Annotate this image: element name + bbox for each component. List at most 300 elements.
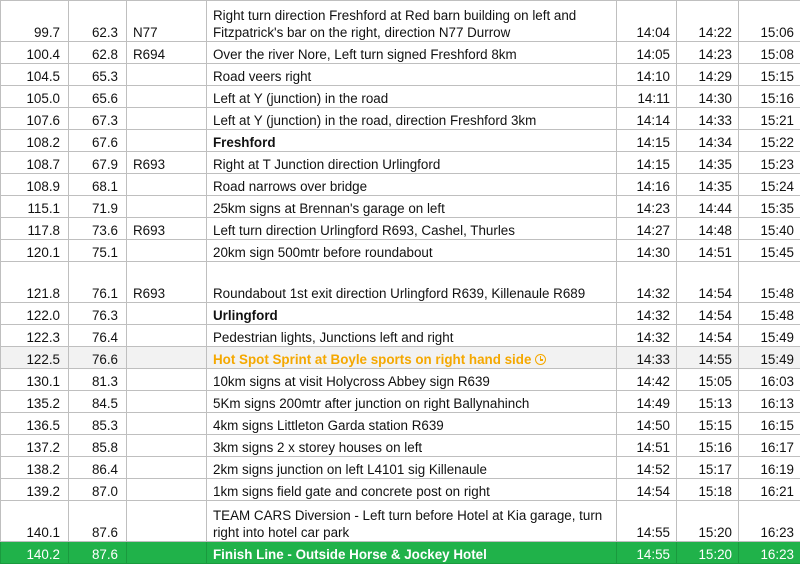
time-fast-cell bbox=[617, 130, 677, 152]
time-slow-text: 15:06 bbox=[760, 25, 794, 40]
direction-description-text: Right at T Junction direction Urlingford bbox=[213, 157, 441, 172]
direction-description-cell bbox=[207, 391, 617, 413]
road-number-cell bbox=[127, 42, 207, 64]
distance-km-text: 108.2 bbox=[26, 135, 60, 150]
distance-miles-cell bbox=[69, 108, 127, 130]
distance-miles-cell bbox=[69, 369, 127, 391]
direction-description-text: Right turn direction Freshford at Red barn building on left and Fitzpatrick's bar on the right, direction N77 Durrow bbox=[213, 8, 577, 40]
distance-miles-cell bbox=[69, 218, 127, 240]
distance-km-cell bbox=[1, 174, 69, 196]
distance-km-text: 100.4 bbox=[26, 47, 60, 62]
distance-miles-text: 85.8 bbox=[91, 440, 118, 455]
time-fast-text: 14:16 bbox=[636, 179, 670, 194]
road-number-cell bbox=[127, 262, 207, 303]
table-row bbox=[1, 325, 800, 347]
time-medium-cell bbox=[677, 262, 739, 303]
time-slow-text: 15:22 bbox=[760, 135, 794, 150]
distance-miles-text: 86.4 bbox=[91, 462, 118, 477]
distance-miles-cell bbox=[69, 130, 127, 152]
distance-miles-text: 67.3 bbox=[91, 113, 118, 128]
time-slow-cell bbox=[739, 42, 800, 64]
time-medium-cell bbox=[677, 347, 739, 369]
time-medium-cell bbox=[677, 196, 739, 218]
table-row bbox=[1, 42, 800, 64]
time-fast-cell bbox=[617, 196, 677, 218]
direction-description-cell bbox=[207, 369, 617, 391]
time-slow-cell bbox=[739, 479, 800, 501]
time-medium-cell bbox=[677, 174, 739, 196]
time-medium-text: 15:13 bbox=[698, 396, 732, 411]
time-slow-text: 16:13 bbox=[760, 396, 794, 411]
road-number-cell bbox=[127, 325, 207, 347]
distance-km-cell bbox=[1, 413, 69, 435]
time-slow-text: 15:49 bbox=[760, 330, 794, 345]
distance-km-cell bbox=[1, 152, 69, 174]
time-slow-text: 15:08 bbox=[760, 47, 794, 62]
distance-miles-text: 81.3 bbox=[91, 374, 118, 389]
distance-miles-text: 71.9 bbox=[91, 201, 118, 216]
road-number-text: R694 bbox=[133, 47, 166, 62]
time-fast-text: 14:23 bbox=[636, 201, 670, 216]
road-number-cell bbox=[127, 435, 207, 457]
road-number-cell bbox=[127, 501, 207, 542]
direction-description-cell bbox=[207, 218, 617, 240]
time-fast-cell bbox=[617, 542, 677, 564]
time-medium-cell bbox=[677, 152, 739, 174]
time-slow-cell bbox=[739, 196, 800, 218]
time-slow-text: 15:45 bbox=[760, 245, 794, 260]
time-medium-text: 14:33 bbox=[698, 113, 732, 128]
time-medium-text: 14:34 bbox=[698, 135, 732, 150]
time-slow-cell bbox=[739, 347, 800, 369]
direction-description-cell bbox=[207, 325, 617, 347]
time-fast-text: 14:10 bbox=[636, 69, 670, 84]
distance-km-cell bbox=[1, 86, 69, 108]
road-number-text: N77 bbox=[133, 25, 158, 40]
time-medium-text: 14:35 bbox=[698, 157, 732, 172]
time-medium-text: 14:23 bbox=[698, 47, 732, 62]
time-slow-text: 15:15 bbox=[760, 69, 794, 84]
distance-miles-text: 62.8 bbox=[91, 47, 118, 62]
time-slow-cell bbox=[739, 262, 800, 303]
distance-km-cell bbox=[1, 1, 69, 42]
time-slow-cell bbox=[739, 542, 800, 564]
distance-km-text: 107.6 bbox=[26, 113, 60, 128]
direction-description-cell bbox=[207, 303, 617, 325]
time-slow-cell bbox=[739, 108, 800, 130]
distance-km-text: 120.1 bbox=[26, 245, 60, 260]
distance-km-text: 122.5 bbox=[26, 352, 60, 367]
direction-description-text: Over the river Nore, Left turn signed Freshford 8km bbox=[213, 47, 517, 62]
distance-km-cell bbox=[1, 347, 69, 369]
time-fast-text: 14:27 bbox=[636, 223, 670, 238]
distance-km-text: 138.2 bbox=[26, 462, 60, 477]
direction-description-cell bbox=[207, 86, 617, 108]
direction-description-cell bbox=[207, 262, 617, 303]
road-number-cell bbox=[127, 1, 207, 42]
time-medium-cell bbox=[677, 457, 739, 479]
time-medium-cell bbox=[677, 413, 739, 435]
time-slow-text: 15:24 bbox=[760, 179, 794, 194]
distance-miles-text: 76.3 bbox=[91, 308, 118, 323]
time-slow-cell bbox=[739, 1, 800, 42]
time-medium-text: 14:54 bbox=[698, 330, 732, 345]
table-row bbox=[1, 1, 800, 42]
time-fast-text: 14:11 bbox=[637, 91, 670, 106]
distance-miles-cell bbox=[69, 174, 127, 196]
distance-miles-cell bbox=[69, 196, 127, 218]
distance-miles-cell bbox=[69, 347, 127, 369]
time-slow-text: 15:21 bbox=[760, 113, 794, 128]
time-slow-text: 16:15 bbox=[760, 418, 794, 433]
time-medium-cell bbox=[677, 1, 739, 42]
direction-description-text: 2km signs junction on left L4101 sig Killenaule bbox=[213, 462, 487, 477]
distance-miles-cell bbox=[69, 413, 127, 435]
table-row bbox=[1, 240, 800, 262]
time-fast-cell bbox=[617, 479, 677, 501]
distance-miles-text: 73.6 bbox=[91, 223, 118, 238]
time-medium-text: 15:15 bbox=[698, 418, 732, 433]
distance-miles-text: 76.4 bbox=[91, 330, 118, 345]
distance-km-text: 104.5 bbox=[26, 69, 60, 84]
table-row bbox=[1, 108, 800, 130]
time-fast-cell bbox=[617, 501, 677, 542]
distance-miles-cell bbox=[69, 435, 127, 457]
road-number-cell bbox=[127, 240, 207, 262]
distance-miles-text: 87.6 bbox=[91, 547, 118, 562]
time-slow-text: 16:19 bbox=[760, 462, 794, 477]
direction-description-cell bbox=[207, 1, 617, 42]
time-medium-text: 14:51 bbox=[698, 245, 732, 260]
time-medium-cell bbox=[677, 303, 739, 325]
time-fast-text: 14:42 bbox=[636, 374, 670, 389]
distance-km-text: 117.8 bbox=[27, 223, 60, 238]
direction-description-text: 3km signs 2 x storey houses on left bbox=[213, 440, 423, 455]
direction-description-text: Roundabout 1st exit direction Urlingford R639, Killenaule R689 bbox=[213, 286, 586, 301]
time-slow-text: 16:23 bbox=[760, 547, 794, 562]
direction-description-text: 1km signs field gate and concrete post on right bbox=[213, 484, 490, 499]
road-number-cell bbox=[127, 130, 207, 152]
time-medium-text: 14:30 bbox=[698, 91, 732, 106]
direction-description-cell bbox=[207, 130, 617, 152]
time-fast-cell bbox=[617, 42, 677, 64]
road-number-cell bbox=[127, 64, 207, 86]
time-medium-text: 15:17 bbox=[698, 462, 732, 477]
time-slow-text: 15:40 bbox=[760, 223, 794, 238]
time-slow-cell bbox=[739, 218, 800, 240]
time-medium-text: 15:20 bbox=[698, 547, 732, 562]
distance-km-text: 137.2 bbox=[26, 440, 60, 455]
time-slow-text: 16:03 bbox=[760, 374, 794, 389]
time-medium-cell bbox=[677, 542, 739, 564]
table-row bbox=[1, 130, 800, 152]
distance-miles-text: 84.5 bbox=[91, 396, 118, 411]
road-number-cell bbox=[127, 391, 207, 413]
hotspot-row bbox=[1, 347, 800, 369]
distance-miles-cell bbox=[69, 262, 127, 303]
time-medium-text: 14:54 bbox=[698, 286, 732, 301]
direction-description-text: Hot Spot Sprint at Boyle sports on right hand side bbox=[213, 352, 532, 367]
time-medium-text: 15:20 bbox=[698, 525, 732, 540]
distance-km-text: 140.1 bbox=[26, 525, 60, 540]
table-row bbox=[1, 64, 800, 86]
time-medium-cell bbox=[677, 479, 739, 501]
time-fast-text: 14:50 bbox=[636, 418, 670, 433]
table-row bbox=[1, 435, 800, 457]
direction-description-text: Road veers right bbox=[213, 69, 312, 84]
direction-description-cell bbox=[207, 501, 617, 542]
time-fast-text: 14:30 bbox=[636, 245, 670, 260]
direction-description-text: 25km signs at Brennan's garage on left bbox=[213, 201, 445, 216]
time-fast-cell bbox=[617, 303, 677, 325]
time-medium-text: 14:35 bbox=[698, 179, 732, 194]
time-fast-cell bbox=[617, 218, 677, 240]
distance-km-cell bbox=[1, 196, 69, 218]
distance-km-text: 139.2 bbox=[26, 484, 60, 499]
time-medium-cell bbox=[677, 325, 739, 347]
distance-km-text: 99.7 bbox=[33, 25, 60, 40]
table-row bbox=[1, 303, 800, 325]
time-fast-text: 14:32 bbox=[636, 308, 670, 323]
distance-km-text: 121.8 bbox=[26, 286, 60, 301]
table-row bbox=[1, 457, 800, 479]
distance-miles-cell bbox=[69, 457, 127, 479]
distance-km-cell bbox=[1, 435, 69, 457]
distance-miles-cell bbox=[69, 325, 127, 347]
table-row bbox=[1, 501, 800, 542]
table-row bbox=[1, 174, 800, 196]
distance-miles-text: 67.9 bbox=[91, 157, 118, 172]
distance-km-text: 140.2 bbox=[26, 547, 60, 562]
road-number-cell bbox=[127, 196, 207, 218]
time-slow-text: 16:23 bbox=[760, 525, 794, 540]
distance-km-cell bbox=[1, 391, 69, 413]
time-fast-cell bbox=[617, 347, 677, 369]
time-slow-cell bbox=[739, 369, 800, 391]
distance-miles-cell bbox=[69, 152, 127, 174]
distance-miles-cell bbox=[69, 86, 127, 108]
time-slow-text: 16:21 bbox=[760, 484, 794, 499]
time-medium-text: 15:16 bbox=[698, 440, 732, 455]
time-medium-text: 14:22 bbox=[698, 25, 732, 40]
distance-km-cell bbox=[1, 42, 69, 64]
road-number-cell bbox=[127, 108, 207, 130]
distance-miles-text: 65.3 bbox=[91, 69, 118, 84]
table-row bbox=[1, 218, 800, 240]
road-number-cell bbox=[127, 542, 207, 564]
road-number-cell bbox=[127, 413, 207, 435]
distance-km-cell bbox=[1, 501, 69, 542]
time-slow-cell bbox=[739, 435, 800, 457]
time-slow-cell bbox=[739, 501, 800, 542]
time-slow-cell bbox=[739, 303, 800, 325]
finish-row bbox=[1, 542, 800, 564]
distance-km-cell bbox=[1, 479, 69, 501]
time-medium-cell bbox=[677, 42, 739, 64]
direction-description-text: TEAM CARS Diversion - Left turn before Hotel at Kia garage, turn right into hotel car park bbox=[213, 508, 603, 540]
table-row bbox=[1, 86, 800, 108]
time-medium-cell bbox=[677, 108, 739, 130]
time-fast-cell bbox=[617, 413, 677, 435]
time-slow-text: 15:49 bbox=[760, 352, 794, 367]
time-fast-text: 14:05 bbox=[636, 47, 670, 62]
time-medium-text: 14:29 bbox=[698, 69, 732, 84]
direction-description-cell bbox=[207, 108, 617, 130]
distance-miles-text: 62.3 bbox=[91, 25, 118, 40]
time-medium-text: 14:48 bbox=[698, 223, 732, 238]
direction-description-cell bbox=[207, 64, 617, 86]
road-number-text: R693 bbox=[133, 157, 166, 172]
distance-miles-cell bbox=[69, 42, 127, 64]
distance-km-cell bbox=[1, 303, 69, 325]
table-row bbox=[1, 152, 800, 174]
time-fast-cell bbox=[617, 391, 677, 413]
time-slow-cell bbox=[739, 64, 800, 86]
distance-km-cell bbox=[1, 218, 69, 240]
distance-km-text: 122.3 bbox=[26, 330, 60, 345]
distance-miles-cell bbox=[69, 64, 127, 86]
time-fast-cell bbox=[617, 64, 677, 86]
time-slow-text: 15:48 bbox=[760, 308, 794, 323]
direction-description-cell bbox=[207, 240, 617, 262]
time-medium-cell bbox=[677, 240, 739, 262]
distance-km-cell bbox=[1, 369, 69, 391]
time-medium-text: 14:44 bbox=[698, 201, 732, 216]
distance-miles-text: 87.6 bbox=[91, 525, 118, 540]
distance-miles-cell bbox=[69, 479, 127, 501]
distance-miles-text: 85.3 bbox=[91, 418, 118, 433]
time-fast-text: 14:15 bbox=[636, 135, 670, 150]
time-fast-cell bbox=[617, 457, 677, 479]
direction-description-text: Urlingford bbox=[213, 308, 278, 323]
table-row bbox=[1, 391, 800, 413]
direction-description-text: 5Km signs 200mtr after junction on right Ballynahinch bbox=[213, 396, 530, 411]
time-medium-cell bbox=[677, 86, 739, 108]
direction-description-cell bbox=[207, 435, 617, 457]
time-fast-text: 14:15 bbox=[636, 157, 670, 172]
direction-description-text: 20km sign 500mtr before roundabout bbox=[213, 245, 433, 260]
distance-miles-text: 76.6 bbox=[91, 352, 118, 367]
time-medium-cell bbox=[677, 130, 739, 152]
time-slow-cell bbox=[739, 391, 800, 413]
time-slow-cell bbox=[739, 325, 800, 347]
time-fast-cell bbox=[617, 108, 677, 130]
time-fast-text: 14:52 bbox=[636, 462, 670, 477]
direction-description-text: Left at Y (junction) in the road, direction Freshford 3km bbox=[213, 113, 537, 128]
route-table-body bbox=[1, 1, 800, 564]
distance-km-cell bbox=[1, 325, 69, 347]
distance-km-cell bbox=[1, 130, 69, 152]
time-slow-cell bbox=[739, 457, 800, 479]
road-number-cell bbox=[127, 347, 207, 369]
direction-description-cell bbox=[207, 413, 617, 435]
distance-miles-cell bbox=[69, 1, 127, 42]
time-fast-cell bbox=[617, 240, 677, 262]
time-fast-cell bbox=[617, 1, 677, 42]
table-row bbox=[1, 479, 800, 501]
direction-description-text: Left turn direction Urlingford R693, Cashel, Thurles bbox=[213, 223, 515, 238]
time-slow-cell bbox=[739, 413, 800, 435]
time-medium-text: 15:05 bbox=[698, 374, 732, 389]
table-row bbox=[1, 413, 800, 435]
distance-miles-text: 75.1 bbox=[91, 245, 118, 260]
time-medium-cell bbox=[677, 435, 739, 457]
distance-km-cell bbox=[1, 64, 69, 86]
direction-description-cell bbox=[207, 174, 617, 196]
distance-km-text: 136.5 bbox=[26, 418, 60, 433]
time-medium-cell bbox=[677, 501, 739, 542]
road-number-cell bbox=[127, 369, 207, 391]
distance-km-cell bbox=[1, 262, 69, 303]
clock-icon bbox=[535, 354, 546, 365]
distance-km-cell bbox=[1, 240, 69, 262]
time-slow-cell bbox=[739, 174, 800, 196]
time-fast-text: 14:54 bbox=[636, 484, 670, 499]
distance-km-cell bbox=[1, 457, 69, 479]
time-slow-text: 16:17 bbox=[760, 440, 794, 455]
distance-km-cell bbox=[1, 542, 69, 564]
road-number-cell bbox=[127, 86, 207, 108]
distance-km-text: 115.1 bbox=[27, 201, 60, 216]
road-number-text: R693 bbox=[133, 286, 166, 301]
direction-description-cell bbox=[207, 42, 617, 64]
time-medium-cell bbox=[677, 369, 739, 391]
time-fast-cell bbox=[617, 174, 677, 196]
road-number-cell bbox=[127, 218, 207, 240]
direction-description-cell bbox=[207, 152, 617, 174]
road-number-cell bbox=[127, 457, 207, 479]
time-medium-cell bbox=[677, 64, 739, 86]
direction-description-cell bbox=[207, 196, 617, 218]
road-number-cell bbox=[127, 174, 207, 196]
time-fast-text: 14:32 bbox=[636, 330, 670, 345]
time-slow-cell bbox=[739, 86, 800, 108]
road-number-cell bbox=[127, 479, 207, 501]
time-fast-text: 14:04 bbox=[636, 25, 670, 40]
distance-miles-text: 68.1 bbox=[91, 179, 118, 194]
time-slow-text: 15:35 bbox=[760, 201, 794, 216]
time-fast-cell bbox=[617, 325, 677, 347]
distance-miles-text: 87.0 bbox=[91, 484, 118, 499]
time-medium-text: 14:54 bbox=[698, 308, 732, 323]
time-slow-cell bbox=[739, 240, 800, 262]
time-fast-text: 14:14 bbox=[636, 113, 670, 128]
direction-description-text: 10km signs at visit Holycross Abbey sign R639 bbox=[213, 374, 490, 389]
distance-km-text: 108.7 bbox=[26, 157, 60, 172]
direction-description-text: Road narrows over bridge bbox=[213, 179, 368, 194]
time-medium-text: 14:55 bbox=[698, 352, 732, 367]
direction-description-cell bbox=[207, 479, 617, 501]
time-fast-text: 14:32 bbox=[636, 286, 670, 301]
time-fast-cell bbox=[617, 152, 677, 174]
direction-description-text: Freshford bbox=[213, 135, 276, 150]
distance-miles-cell bbox=[69, 303, 127, 325]
direction-description-text: Left at Y (junction) in the road bbox=[213, 91, 389, 106]
time-fast-cell bbox=[617, 262, 677, 303]
direction-description-text: Pedestrian lights, Junctions left and right bbox=[213, 330, 454, 345]
time-fast-text: 14:51 bbox=[636, 440, 670, 455]
distance-miles-text: 76.1 bbox=[91, 286, 118, 301]
distance-miles-text: 67.6 bbox=[91, 135, 118, 150]
road-number-cell bbox=[127, 152, 207, 174]
direction-description-cell bbox=[207, 347, 617, 369]
time-medium-text: 15:18 bbox=[698, 484, 732, 499]
distance-km-text: 130.1 bbox=[26, 374, 60, 389]
distance-miles-cell bbox=[69, 391, 127, 413]
time-fast-text: 14:55 bbox=[636, 547, 670, 562]
time-fast-cell bbox=[617, 369, 677, 391]
direction-description-text: 4km signs Littleton Garda station R639 bbox=[213, 418, 444, 433]
